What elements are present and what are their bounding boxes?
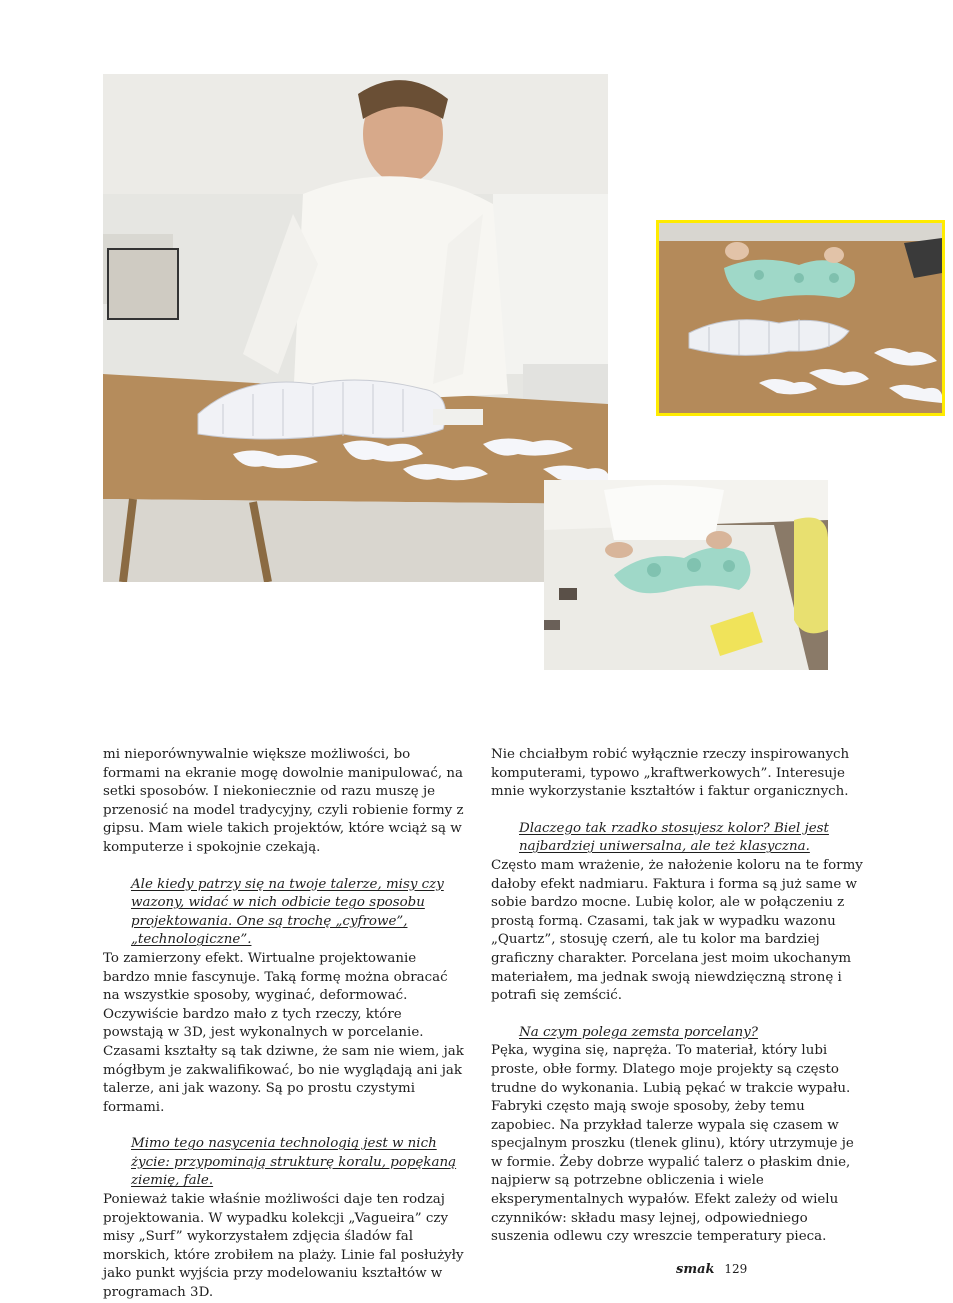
paragraph: mi nieporównywalnie większe możliwości, bo formami na ekranie mogę dowolnie manipulować, na setki sposobów. I niekoniecznie od razu muszę je przenosić na model tradycyjny, czyli robienie formy z gipsu. Mam wiele takich projektów, które wciąż są w komputerze i spokojnie czekają. — [103, 747, 464, 855]
paragraph: Pęka, wygina się, napręża. To materiał, który lubi proste, obłe formy. Dlatego moje projekty są często trudne do wykonania. Lubią pękać w trakcie wypału. Fabryki często mają swoje sposoby, żeby temu zapobiec. Na przykład talerze wypala się czasem w specjalnym proszku (tlenek glinu), który utrzymuje je w formie. Żeby dobrze wypalić talerz o płaskim dnie, najpierw są potrzebne obliczenia i wiele eksperymentalnych wypałów. Efekt zależy od wielu czynników: składu masy lejnej, odpowiedniego suszenia odlewu czy wreszcie temperatury pieca. — [491, 1043, 854, 1245]
interview-question: Na czym polega zemsta porcelany? — [519, 1024, 758, 1040]
text-column-left — [103, 746, 465, 1303]
interview-question: Dlaczego tak rzadko stosujesz kolor? Biel jest najbardziej uniwersalna, ale też klasyczna. — [519, 820, 829, 855]
interview-question: Ale kiedy patrzy się na twoje talerze, misy czy wazony, widać w nich odbicie tego sposobu projektowania. One są trochę „cyfrowe”, „technologiczne”. — [131, 876, 444, 948]
photo-mint-model-framed — [656, 220, 945, 416]
photo-designer-at-table — [103, 74, 608, 582]
paragraph: Ponieważ takie właśnie możliwości daje ten rodzaj projektowania. W wypadku kolekcji „Vagueira” czy misy „Surf” wykorzystałem zdjęcia śladów fal morskich, które zrobiłem na plaży. Linie fal posłużyły jako punkt wyjścia przy modelowaniu kształtów w programach 3D. — [103, 1192, 464, 1301]
interview-question: Mimo tego nasycenia technologią jest w nich życie: przypominają strukturę koralu, popękaną ziemię, fale. — [131, 1136, 457, 1189]
paragraph: Często mam wrażenie, że nałożenie koloru na te formy dałoby efekt nadmiaru. Faktura i forma są już same w sobie bardzo mocne. Lubię kolor, ale w połączeniu z prostą formą. Czasami, tak jak w wypadku wazonu „Quartz”, stosuję czerń, ale tu kolor ma bardziej graficzny charakter. Porcelana jest moim ukochanym materiałem, ma jednak swoją niewdzięczną stronę i potrafi się zemścić. — [491, 857, 863, 1004]
page-footer — [676, 1262, 747, 1277]
text-column-right — [491, 746, 863, 1247]
photo-mint-model-board — [544, 480, 828, 670]
paragraph: Nie chciałbym robić wyłącznie rzeczy inspirowanych komputerami, typowo „kraftwerkowych”. Interesuje mnie wykorzystanie kształtów i faktur organicznych. — [491, 747, 850, 800]
page-number: 129 — [724, 1262, 748, 1276]
paragraph: To zamierzony efekt. Wirtualne projektowanie bardzo mnie fascynuje. Taką formę można obracać na wszystkie sposoby, wyginać, deformować. Oczywiście bardzo mało z tych rzeczy, które powstają w 3D, jest wykonalnych w porcelanie. Czasami kształty są tak dziwne, że sam nie wiem, jak mógłbym je zakwalifikować, bo nie wyglądają ani jak talerze, ani jak wazony. Są po prostu czystymi formami. — [103, 950, 464, 1115]
magazine-brand: smak — [676, 1262, 715, 1277]
